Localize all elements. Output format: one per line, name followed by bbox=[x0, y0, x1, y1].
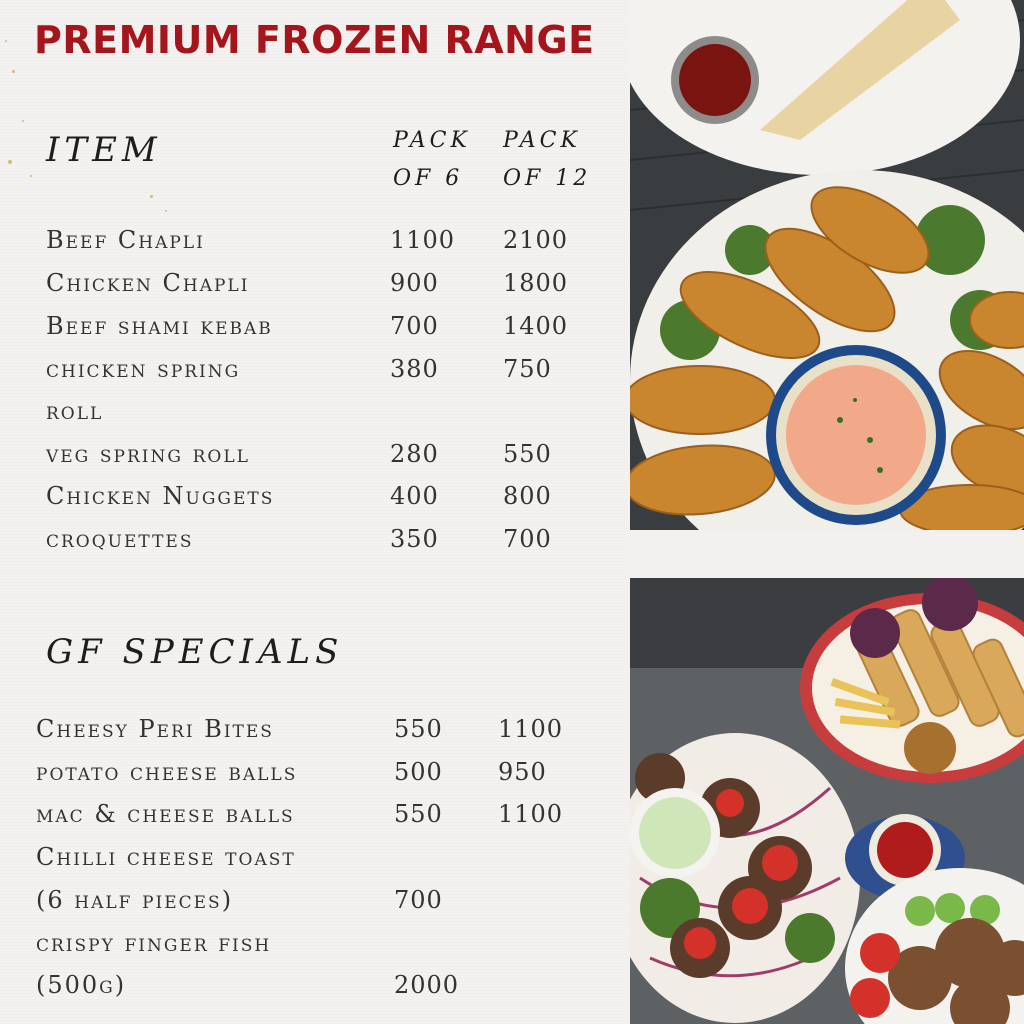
item-name: chicken spring bbox=[46, 355, 241, 383]
pack12-header-line2: OF 12 bbox=[503, 166, 592, 191]
item-name: roll bbox=[46, 397, 104, 425]
item-column-header: ITEM bbox=[46, 130, 162, 170]
item-name: Chicken Chapli bbox=[46, 269, 250, 297]
price-pack6: 280 bbox=[390, 440, 439, 468]
price-pack6: 380 bbox=[390, 355, 439, 383]
price-pack6: 400 bbox=[390, 482, 439, 510]
pack12-header-line1: PACK bbox=[503, 128, 581, 153]
price-pack6: 550 bbox=[394, 800, 443, 828]
price-pack6: 2000 bbox=[394, 971, 460, 999]
price-pack12: 700 bbox=[503, 525, 552, 553]
price-pack12: 550 bbox=[503, 440, 552, 468]
item-name: mac & cheese balls bbox=[36, 800, 295, 828]
price-pack12: 2100 bbox=[503, 226, 569, 254]
price-pack6: 900 bbox=[390, 269, 439, 297]
price-pack12: 950 bbox=[498, 758, 547, 786]
price-pack6: 350 bbox=[390, 525, 439, 553]
price-pack6: 500 bbox=[394, 758, 443, 786]
price-pack6: 700 bbox=[394, 886, 443, 914]
pack6-header-line2: OF 6 bbox=[393, 166, 464, 191]
gf-specials-header: GF SPECIALS bbox=[46, 632, 344, 672]
item-name: veg spring roll bbox=[46, 440, 250, 468]
item-name: Chicken Nuggets bbox=[46, 482, 275, 510]
item-name: crispy finger fish bbox=[36, 929, 272, 957]
price-pack12: 1100 bbox=[498, 800, 564, 828]
item-name: Cheesy Peri Bites bbox=[36, 715, 274, 743]
item-name: Beef Chapli bbox=[46, 226, 205, 254]
price-pack12: 800 bbox=[503, 482, 552, 510]
item-name: potato cheese balls bbox=[36, 758, 298, 786]
price-pack6: 700 bbox=[390, 312, 439, 340]
item-name: Beef shami kebab bbox=[46, 312, 273, 340]
item-name: (500g) bbox=[36, 971, 127, 999]
item-name: (6 half pieces) bbox=[36, 886, 234, 914]
pack6-header-line1: PACK bbox=[393, 128, 471, 153]
croquettes-photo bbox=[630, 0, 1024, 530]
price-pack12: 750 bbox=[503, 355, 552, 383]
kebabs-photo bbox=[630, 578, 1024, 1024]
price-pack12: 1100 bbox=[498, 715, 564, 743]
item-name: croquettes bbox=[46, 525, 194, 553]
price-pack12: 1400 bbox=[503, 312, 569, 340]
price-pack12: 1800 bbox=[503, 269, 569, 297]
price-pack6: 1100 bbox=[390, 226, 456, 254]
page-title: PREMIUM FROZEN RANGE bbox=[34, 18, 595, 62]
price-pack6: 550 bbox=[394, 715, 443, 743]
item-name: Chilli cheese toast bbox=[36, 843, 296, 871]
